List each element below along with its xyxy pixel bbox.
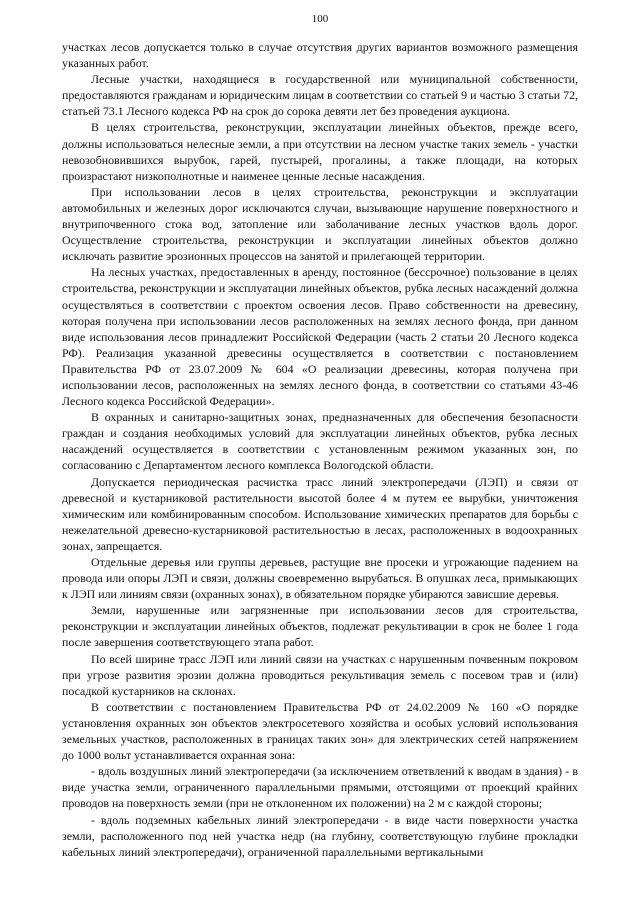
paragraph: В охранных и санитарно-защитных зонах, предназначенных для обеспечения безопасности граждан и создания необходимых условий для эксплуатации линейных объектов, рубка лесных насаждений осуществляется в соответствии с установленным режимом указанных зон, по согласованию с Департаментом лесного комплекса Вологодской области.	[62, 410, 578, 473]
paragraph: По всей ширине трасс ЛЭП или линий связи на участках с нарушенным почвенным покровом при угрозе развития эрозии должна проводиться рекультивация земель с посевом трав и (или) посадкой кустарников на склонах.	[62, 651, 578, 698]
paragraph: Земли, нарушенные или загрязненные при использовании лесов для строительства, реконструкции и эксплуатации линейных объектов, подлежат рекультивации в срок не более 1 года после завершения соответствующего этапа работ.	[62, 603, 578, 650]
paragraph: - вдоль подземных кабельных линий электропередачи - в виде части поверхности участка земли, расположенного под ней участка недр (на глубину, соответствующую глубине прокладки кабельных линий электропередачи), ограниченной параллельными вертикальными	[62, 812, 578, 859]
paragraph: Лесные участки, находящиеся в государственной или муниципальной собственности, предоставляются гражданам и юридическим лицам в соответствии со статьей 9 и частью 3 статьи 72, статьей 73.1 Лесного кодекса РФ на срок до сорока девяти лет без проведения аукциона.	[62, 72, 578, 119]
paragraph: В соответствии с постановлением Правительства РФ от 24.02.2009 № 160 «О порядке установления охранных зон объектов электросетевого хозяйства и особых условий использования земельных участков, расположенных в границах таких зон» для электрических сетей напряжением до 1000 вольт устанавливается охранная зона:	[62, 699, 578, 763]
paragraph: Допускается периодическая расчистка трасс линий электропередачи (ЛЭП) и связи от древесной и кустарниковой растительности высотой более 4 м путем ее вырубки, уничтожения химическим или комбинированным способом. Использование химических препаратов для борьбы с нежелательной древесно-кустарниковой растительностью в лесах, расположенных в водоохранных зонах, запрещается.	[62, 474, 578, 553]
paragraph: На лесных участках, предоставленных в аренду, постоянное (бессрочное) пользование в целях строительства, реконструкции и эксплуатации линейных объектов, рубка лесных насаждений должна осуществляться в соответствии с проектом освоения лесов. Право собственности на древесину, которая получена при использовании лесов расположенных на землях лесного фонда, при данном виде использования лесов принадлежит Российской Федерации (часть 2 статьи 20 Лесного кодекса РФ). Реализация указанной древесины осуществляется в соответствии с постановлением Правительства РФ от 23.07.2009 № 604 «О реализации древесины, которая получена при использовании лесов, расположенных на землях лесного фонда, в соответствии со статьями 43-46 Лесного кодекса Российской Федерации».	[62, 265, 578, 409]
paragraph: В целях строительства, реконструкции, эксплуатации линейных объектов, прежде всего, должны использоваться нелесные земли, а при отсутствии на лесном участке таких земель - участки невозобновившихся вырубок, гарей, пустырей, прогалины, а также площади, на которых произрастают низкополнотные и наименее ценные лесные насаждения.	[62, 120, 578, 183]
paragraph: Отдельные деревья или группы деревьев, растущие вне просеки и угрожающие падением на провода или опоры ЛЭП и связи, должны своевременно вырубаться. В опушках леса, примыкающих к ЛЭП или линиям связи (охранных зонах), в обязательном порядке убираются зависшие деревья.	[62, 555, 578, 602]
paragraph: участках лесов допускается только в случае отсутствия других вариантов возможного размещения указанных работ.	[62, 40, 578, 71]
document-body	[62, 39, 578, 860]
page-number: 100	[311, 13, 329, 25]
paragraph: - вдоль воздушных линий электропередачи (за исключением ответвлений к вводам в здания) - в виде участка земли, ограниченного параллельными прямыми, отстоящими от проекций крайних проводов на поверхность земли (при не отклоненном их положении) на 2 м с каждой стороны;	[62, 764, 578, 811]
paragraph: При использовании лесов в целях строительства, реконструкции и эксплуатации автомобильных и железных дорог исключаются случаи, вызывающие нарушение поверхностного и внутрипочвенного стока вод, затопление или заболачивание лесных участков вдоль дорог. Осуществление строительства, реконструкции и эксплуатации линейных объектов должно исключать развитие эрозионных процессов на занятой и прилегающей территории.	[62, 184, 578, 264]
